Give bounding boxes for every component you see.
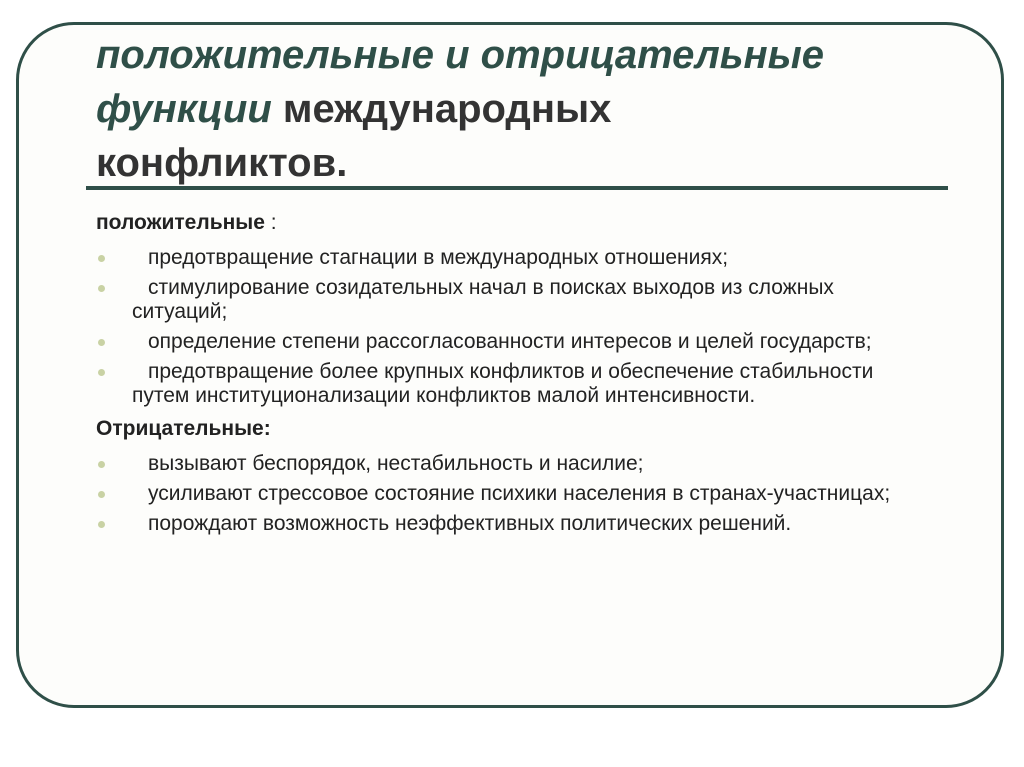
- bullet-dot-icon: [98, 339, 105, 346]
- title-divider: [86, 186, 948, 190]
- list-item-text: стимулирование созидательных начал в поисках выходов из сложных ситуаций;: [132, 276, 834, 323]
- slide-content: [96, 210, 926, 544]
- list-item: [96, 330, 926, 354]
- title-line3: конфликтов.: [96, 141, 348, 185]
- negative-list: [96, 452, 926, 536]
- title-rest-line2: международных: [271, 87, 612, 131]
- negative-heading: Отрицательные:: [96, 417, 271, 440]
- list-item: [96, 452, 926, 476]
- list-item: [96, 360, 926, 408]
- list-item-text: определение степени рассогласованности интересов и целей государств;: [148, 330, 872, 353]
- list-item: [96, 276, 926, 324]
- title-emphasis-line1: положительные и отрицательные: [96, 33, 825, 77]
- bullet-dot-icon: [98, 491, 105, 498]
- bullet-dot-icon: [98, 285, 105, 292]
- bullet-dot-icon: [98, 461, 105, 468]
- list-item: [96, 246, 926, 270]
- bullet-dot-icon: [98, 369, 105, 376]
- bullet-dot-icon: [98, 521, 105, 528]
- list-item-text: предотвращение стагнации в международных отношениях;: [148, 246, 729, 269]
- list-item: [96, 482, 926, 506]
- positive-heading-label: положительные: [96, 211, 265, 234]
- list-item-text: вызывают беспорядок, нестабильность и насилие;: [148, 452, 644, 475]
- slide-title: [96, 28, 956, 190]
- list-item-text: порождают возможность неэффективных политических решений.: [148, 512, 792, 535]
- title-emphasis-line2: функции: [96, 87, 272, 131]
- list-item-text: усиливают стрессовое состояние психики населения в странах-участницах;: [148, 482, 891, 505]
- positive-list: [96, 246, 926, 408]
- list-item-text: предотвращение более крупных конфликтов и обеспечение стабильности путем институционализации конфликтов малой интенсивности.: [132, 360, 874, 407]
- list-item: [96, 512, 926, 536]
- positive-heading: [96, 210, 926, 236]
- bullet-dot-icon: [98, 255, 105, 262]
- positive-heading-colon: :: [264, 211, 277, 234]
